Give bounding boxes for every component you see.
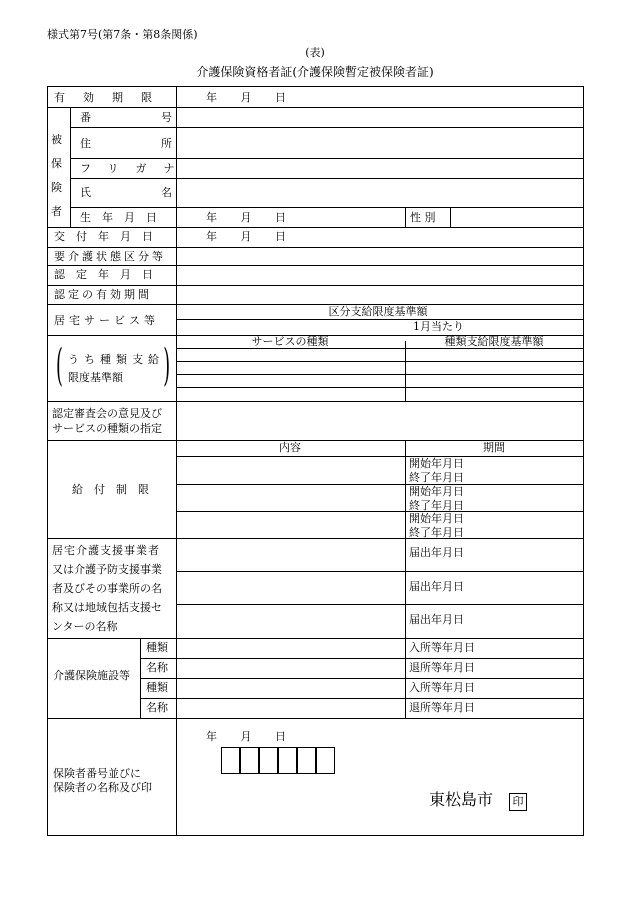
insurer-number-box[interactable]	[259, 747, 278, 774]
limit-base-label: 区分支給限度基準額	[328, 305, 428, 318]
validity-label	[54, 92, 172, 103]
kind-label-1: 種類	[146, 641, 168, 654]
facility-name-label-1: 名称	[146, 661, 168, 674]
per-month-label: 1月当たり	[413, 320, 464, 333]
type-limit-header: 種類支給限度基準額	[444, 335, 544, 348]
dob-label: 生年月日	[80, 211, 168, 224]
home-service-label: 居宅サービス等	[54, 314, 159, 327]
type-limit-bracket	[56, 340, 170, 391]
end-date-1: 終了年月日	[409, 471, 464, 484]
support-label-1: 居宅介護支援事業者	[52, 544, 160, 557]
type-limit-label-2: 限度基準額	[68, 371, 123, 384]
end-date-2: 終了年月日	[409, 499, 464, 512]
support-label-2: 又は介護予防支援事業	[52, 563, 162, 576]
benefit-limit-label: 給付制限	[72, 483, 160, 496]
validity-date: 年 月 日	[206, 91, 286, 104]
number-label: 番号	[80, 111, 242, 124]
insurer-number-box[interactable]	[297, 747, 316, 774]
period-header: 期間	[483, 441, 505, 454]
admission-date-1: 入所等年月日	[409, 641, 475, 654]
furigana-label: フリガナ	[80, 162, 192, 175]
side-label: (表)	[305, 46, 325, 59]
opinion-label-2: サービスの種類の指定	[52, 422, 162, 435]
issue-date: 年 月 日	[206, 230, 286, 243]
kind-label-2: 種類	[146, 681, 168, 694]
support-label-3: 者及びその事業所の名	[52, 582, 162, 595]
insurer-name: 東松島市	[429, 790, 494, 809]
issue-label: 交付年月日	[54, 230, 164, 243]
admission-date-2: 入所等年月日	[409, 681, 475, 694]
cert-valid-label: 認定の有効期間	[54, 288, 152, 301]
address-label: 住所	[80, 137, 242, 150]
facility-name-label-2: 名称	[146, 701, 168, 714]
service-type-header: サービスの種類	[251, 335, 329, 348]
insurer-date: 年 月 日	[206, 730, 286, 743]
support-label-4: 称又は地域包括支援セ	[52, 601, 162, 614]
bracket-right: )	[163, 340, 170, 391]
start-date-2: 開始年月日	[409, 485, 464, 498]
insurer-number-box[interactable]	[278, 747, 297, 774]
facility-label: 介護保険施設等	[53, 669, 130, 682]
end-date-3: 終了年月日	[409, 526, 464, 539]
document-title: 介護保険資格者証(介護保険暫定被保険者証)	[196, 65, 434, 79]
start-date-3: 開始年月日	[409, 512, 464, 525]
type-limit-label-1: うち種類支給	[68, 353, 164, 366]
notify-date-2: 届出年月日	[409, 580, 464, 593]
insurer-number-box[interactable]	[221, 747, 240, 774]
cert-date-label: 認定年月日	[54, 268, 164, 281]
form-number: 様式第7号(第7条・第8条関係)	[47, 28, 198, 41]
content-header: 内容	[279, 441, 301, 454]
name-label: 氏名	[80, 186, 242, 199]
care-level-label: 要介護状態区分等	[54, 250, 166, 263]
insurer-label-1: 保険者番号並びに	[53, 767, 141, 780]
bracket-left: (	[56, 340, 63, 391]
dob-date: 年 月 日	[206, 211, 286, 224]
insurer-number-box[interactable]	[316, 747, 335, 774]
start-date-1: 開始年月日	[409, 457, 464, 470]
insurer-label-2: 保険者の名称及び印	[53, 781, 152, 794]
notify-date-3: 届出年月日	[409, 613, 464, 626]
notify-date-1: 届出年月日	[409, 546, 464, 559]
sex-label: 性 別	[410, 211, 436, 224]
discharge-date-1: 退所等年月日	[409, 661, 475, 674]
validity-label-text: 有効期限	[54, 91, 170, 104]
opinion-label-1: 認定審査会の意見及び	[52, 407, 162, 420]
seal-mark: 印	[509, 793, 527, 811]
support-label-5: ンターの名称	[52, 620, 118, 633]
insurer-number-box[interactable]	[240, 747, 259, 774]
discharge-date-2: 退所等年月日	[409, 701, 475, 714]
insured-label: 被保険者	[51, 133, 62, 218]
